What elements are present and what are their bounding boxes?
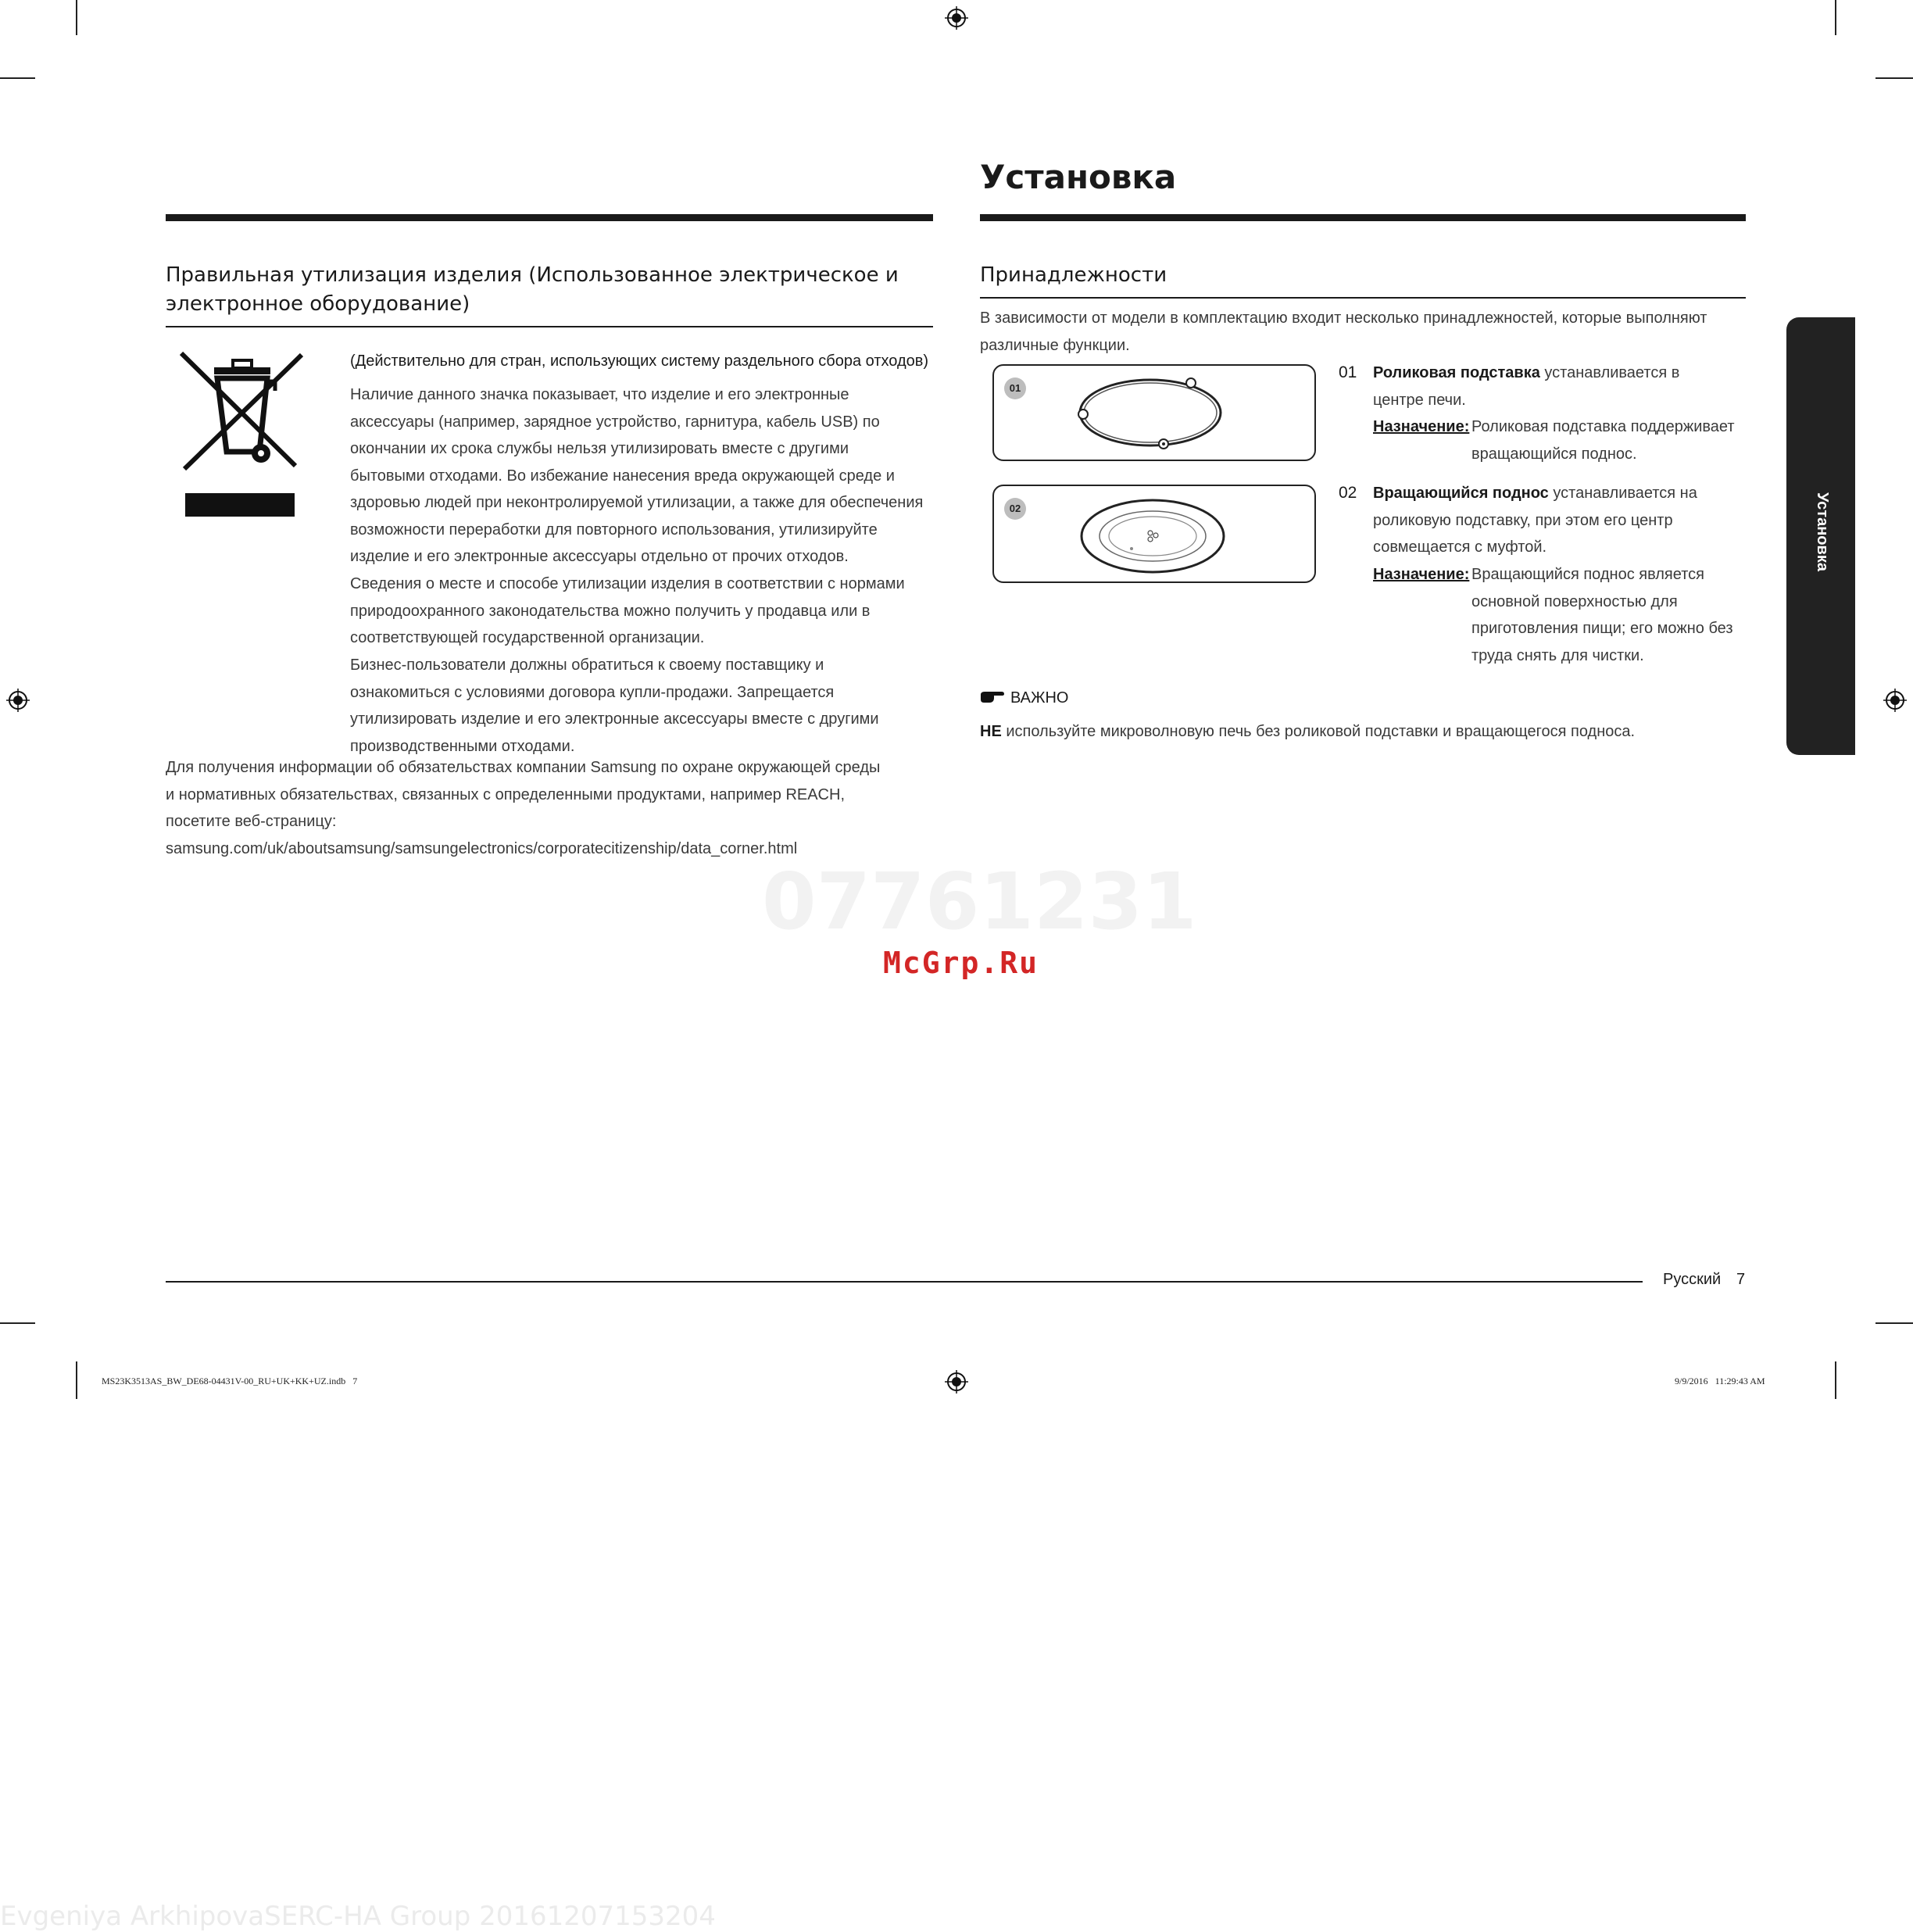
disposal-heading: Правильная утилизация изделия (Использованное электрическое и электронное оборудование) — [166, 263, 899, 316]
item-1-description — [1373, 360, 1725, 413]
item-name: Вращающийся поднос — [1373, 485, 1549, 502]
watermark-number: 07761231 — [762, 856, 1197, 947]
roller-ring-illustration — [992, 364, 1316, 461]
samsung-info-paragraph: Для получения информации об обязательствах компании Samsung по охране окружающей среды и нормативных обязательствах, связанных с определенными продуктами, например REACH, посетите веб-страницу: samsung.com/uk/aboutsamsung/samsungelectronics/corporatecitizenship/data_corner.html — [166, 759, 881, 857]
crop-mark — [1835, 1361, 1836, 1399]
page-title: Установка — [980, 158, 1177, 196]
crop-mark — [0, 1322, 35, 1324]
pointing-hand-icon — [980, 689, 1005, 704]
registration-mark-icon — [6, 689, 30, 712]
item-2-description — [1373, 480, 1709, 561]
note-text — [980, 718, 1746, 746]
item-1-purpose: Роликовая подставка поддерживает вращающийся поднос. — [1471, 418, 1735, 463]
print-date: 9/9/2016 11:29:43 AM — [1675, 1376, 1765, 1386]
header-rule-left — [166, 214, 933, 221]
item-number: 01 — [1339, 363, 1357, 381]
crossed-bin-icon — [178, 350, 305, 521]
accessories-intro: В зависимости от модели в комплектацию входит несколько принадлежностей, которые выполняют различные функции. — [980, 309, 1707, 354]
page-number: 7 — [1736, 1271, 1746, 1288]
disposal-paragraph-1: Наличие данного значка показывает, что изделие и его электронные аксессуары (например, зарядное устройство, гарнитура, кабель USB) по окончании их срока службы нельзя утилизировать вместе с другими бытовыми отходами. Во избежание нанесения вреда окружающей среде и здоровью людей при неконтролируемой утилизации, а также для обеспечения возможности переработки для повторного использования, утилизируйте изделие и его электронные аксессуары отдельно от прочих отходов. — [350, 386, 924, 565]
crop-mark — [1875, 77, 1913, 79]
crop-mark — [1875, 1322, 1913, 1324]
note-title: ВАЖНО — [1010, 689, 1069, 707]
disposal-heading-rule — [166, 326, 933, 327]
side-tab-label: Установка — [1814, 492, 1831, 571]
turntable-icon — [1078, 494, 1227, 575]
purpose-label: Назначение: — [1373, 566, 1470, 583]
registration-mark-icon — [1883, 689, 1907, 712]
print-file-name: MS23K3513AS_BW_DE68-04431V-00_RU+UK+KK+UZ.indb 7 — [102, 1376, 358, 1386]
mcgrp-watermark: McGrp.Ru — [883, 946, 1039, 980]
disposal-subheading: (Действительно для стран, использующих систему раздельного сбора отходов) — [350, 352, 929, 370]
item-badge: 01 — [1004, 377, 1026, 399]
disposal-paragraph-2: Сведения о месте и способе утилизации изделия в соответствии с нормами природоохранного законодательства можно получить у продавца или в соответствующей государственной организации. — [350, 575, 905, 646]
purpose-label: Назначение: — [1373, 418, 1470, 435]
item-desc: устанавливается на роликовую подставку, при этом его центр совмещается с муфтой. — [1373, 485, 1697, 556]
registration-mark-icon — [945, 6, 968, 30]
accessories-heading-rule — [980, 297, 1746, 299]
crop-mark — [1835, 0, 1836, 35]
crop-mark — [76, 1361, 77, 1399]
item-number: 02 — [1339, 484, 1357, 502]
roller-ring-icon — [1072, 372, 1228, 450]
item-desc: устанавливается в центре печи. — [1373, 364, 1680, 409]
item-badge: 02 — [1004, 498, 1026, 520]
footer-rule — [166, 1281, 1643, 1283]
crop-mark — [0, 77, 35, 79]
disposal-paragraph-3: Бизнес-пользователи должны обратиться к своему поставщику и ознакомиться с условиями договора купли-продажи. Запрещается утилизировать изделие и его электронные аксессуары вместе с другими производственными отходами. — [350, 657, 879, 755]
crop-mark — [76, 0, 77, 35]
approval-stamp-watermark: Evgeniya ArkhipovaSERC-HA Group 20161207153204 — [0, 1901, 716, 1932]
turntable-illustration — [992, 485, 1316, 583]
item-2-purpose: Вращающийся поднос является основной поверхностью для приготовления пищи; его можно без труда снять для чистки. — [1471, 566, 1733, 664]
note-strong: НЕ — [980, 723, 1002, 740]
note-body: используйте микроволновую печь без роликовой подставки и вращающегося подноса. — [1001, 723, 1636, 740]
registration-mark-icon — [945, 1370, 968, 1394]
header-rule-right — [980, 214, 1746, 221]
footer-language: Русский — [1663, 1271, 1722, 1288]
item-name: Роликовая подставка — [1373, 364, 1540, 381]
accessories-heading: Принадлежности — [980, 263, 1167, 287]
